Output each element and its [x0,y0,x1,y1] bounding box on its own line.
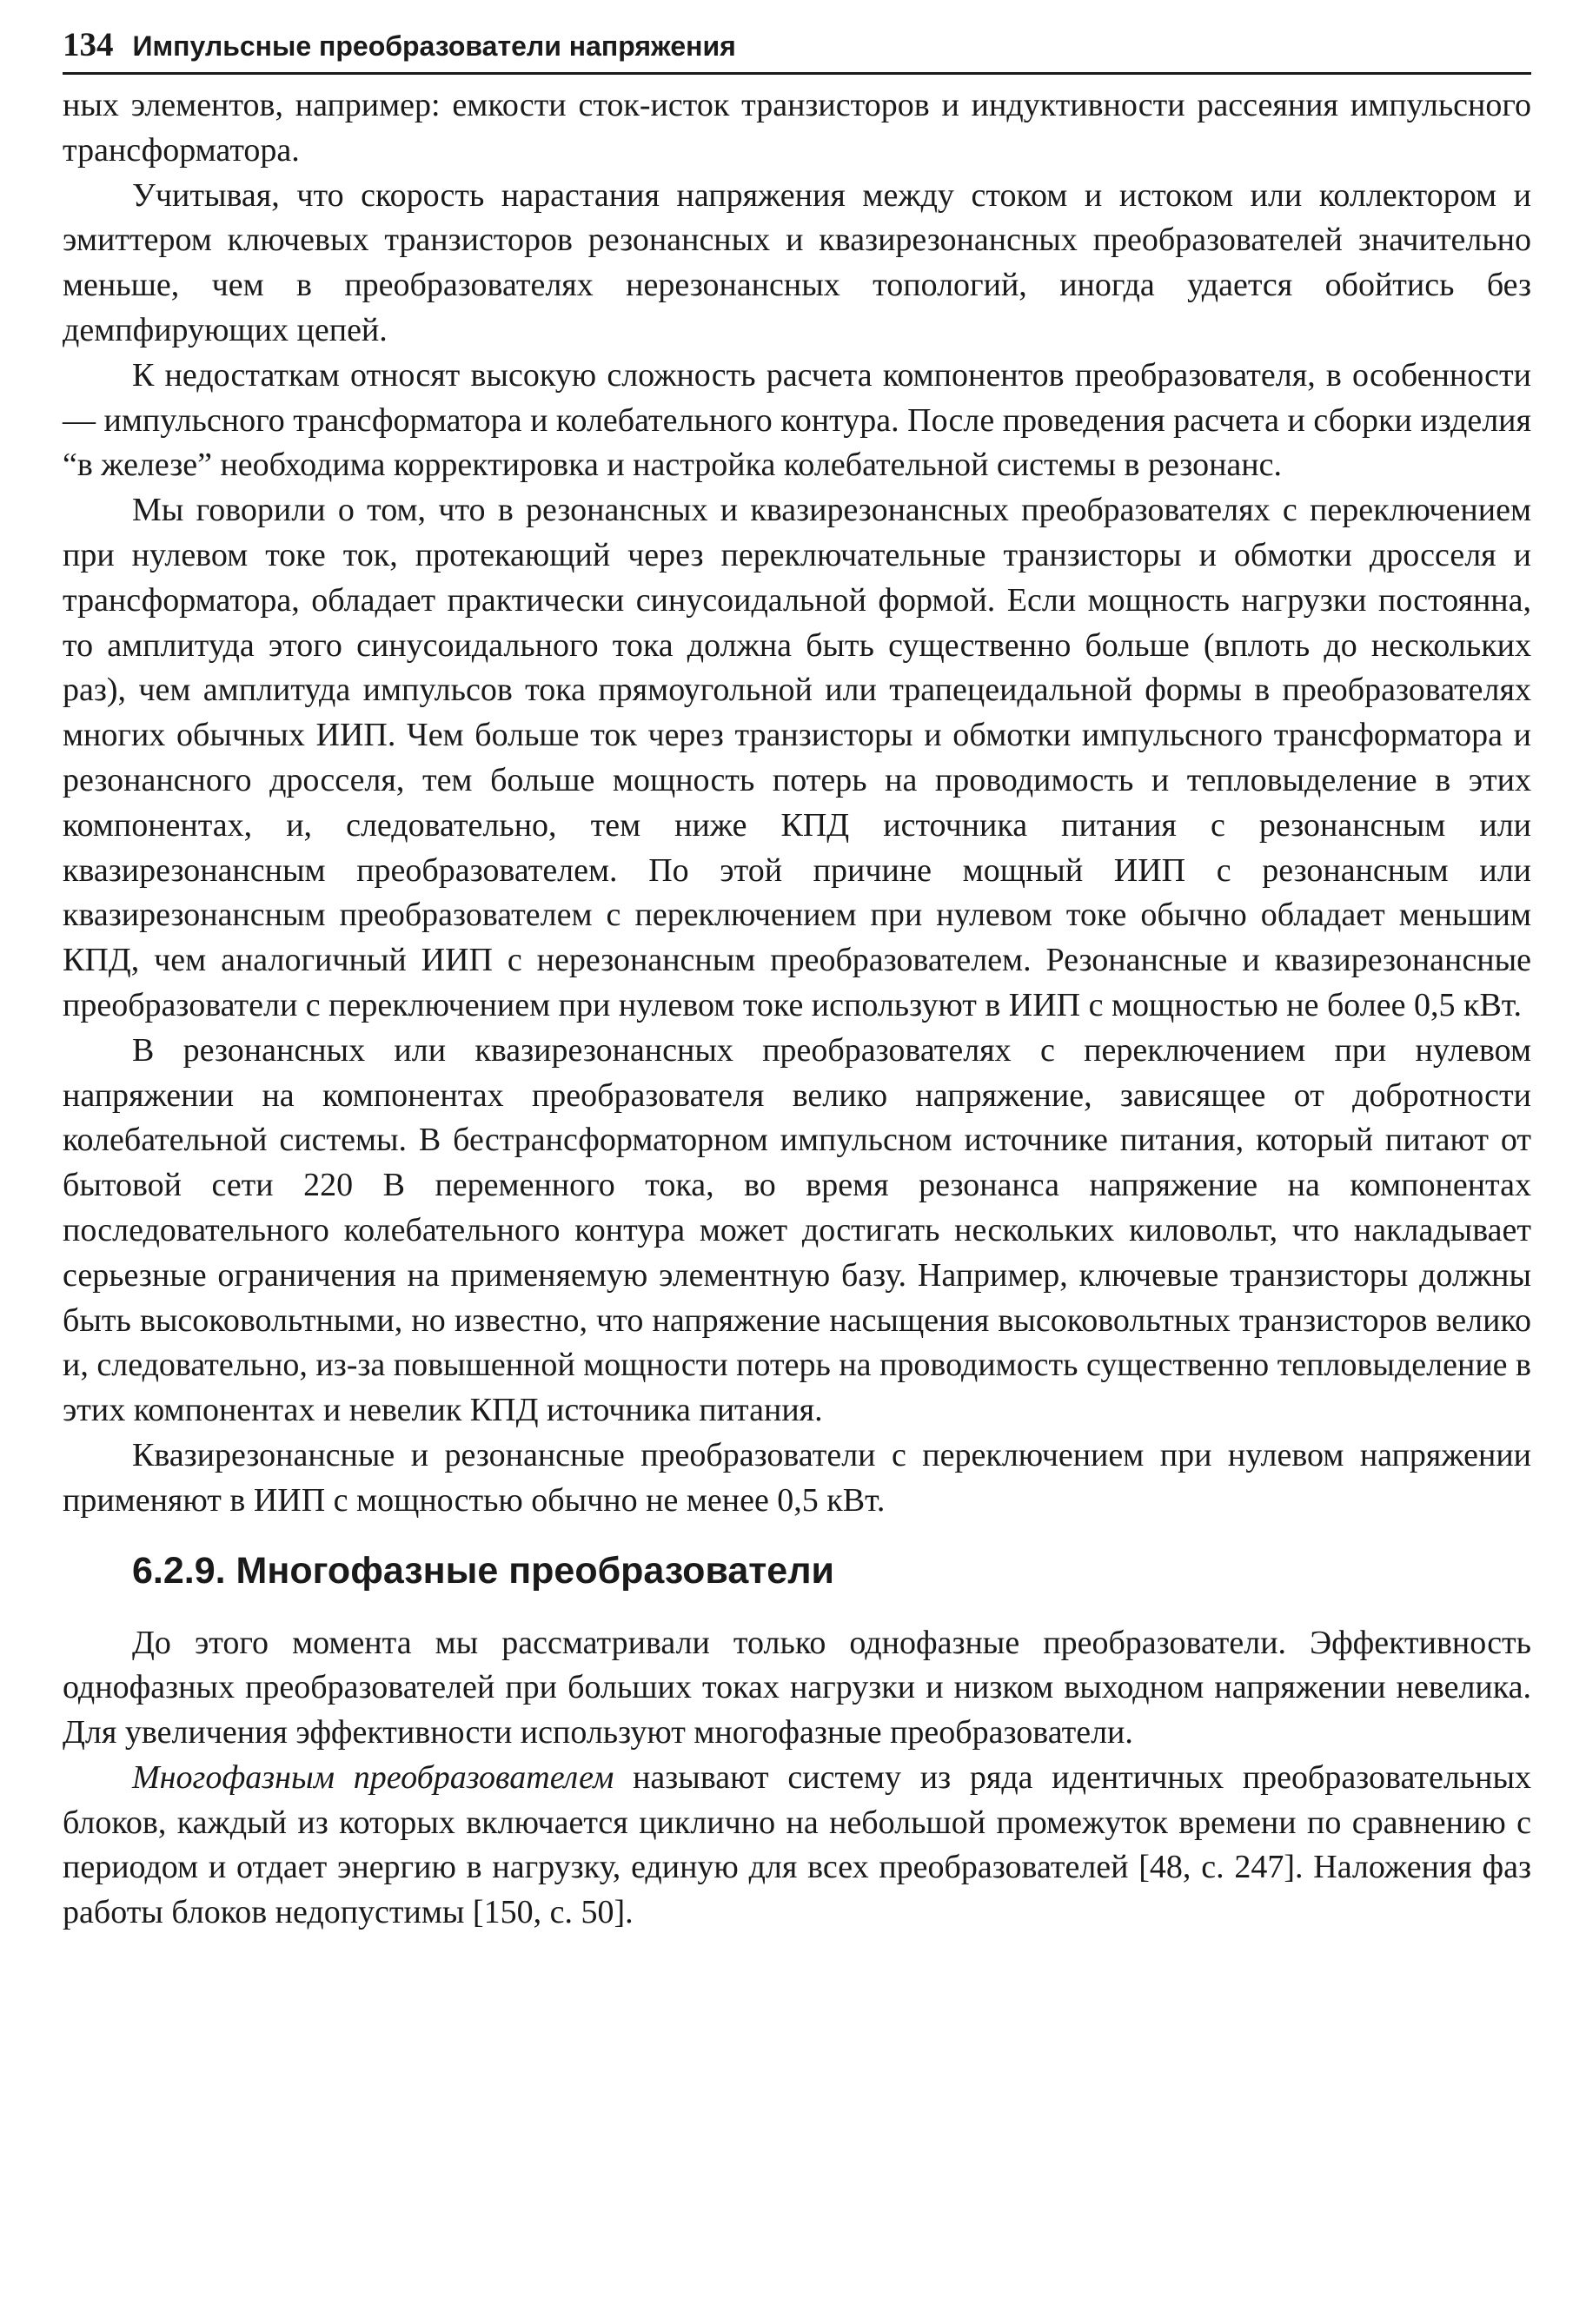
paragraph: Квазирезонансные и резонансные преобразователи с переключением при нулевом напряжении применяют в ИИП с мощностью обычно не менее 0,5 кВт. [63,1436,1531,1519]
book-page [63,26,1531,1936]
paragraph: В резонансных или квазирезонансных преобразователях с переключением при нулевом напряжении на компонентах преобразователя велико напряжение, зависящее от добротности колебательной системы. В бестрансформаторном импульсном источнике питания, который питают от бытовой сети 220 В переменного тока, во время резонанса напряжение на компонентах последовательного колебательного контура может достигать нескольких киловольт, что накладывает серьезные ограничения на применяемую элементную базу. Например, ключевые транзисторы должны быть высоковольтными, но известно, что напряжение насыщения высоковольтных транзисторов велико и, следовательно, из-за повышенной мощности потерь на проводимость существенно тепловыделение в этих компонентах и невелик КПД источника питания. [63,1031,1531,1429]
section-paragraph-definition [63,1756,1531,1936]
section-paragraph: До этого момента мы рассматривали только однофазные преобразователи. Эффективность однофазных преобразователей при больших токах нагрузки и низком выходном напряжении невелика. Для увеличения эффективности используют многофазные преобразователи. [63,1624,1531,1751]
page-number: 134 [63,26,114,63]
paragraph: Учитывая, что скорость нарастания напряжения между стоком и истоком или коллектором и эмиттером ключевых транзисторов резонансных и квазирезонансных преобразователей значительно меньше, чем в преобразователях нерезонансных топологий, иногда удается обойтись без демпфирующих цепей. [63,176,1531,348]
section-heading: 6.2.9. Многофазные преобразователи [132,1549,834,1592]
paragraph: Мы говорили о том, что в резонансных и квазирезонансных преобразователях с переключением при нулевом токе ток, протекающий через переключательные транзисторы и обмотки дросселя и трансформатора, обладает практически синусоидальной формой. Если мощность нагрузки постоянна, то амплитуда этого синусоидального тока должна быть существенно больше (вплоть до нескольких раз), чем амплитуда импульсов тока прямоугольной или трапецеидальной формы в преобразователях многих обычных ИИП. Чем больше ток через транзисторы и обмотки импульсного трансформатора и резонансного дросселя, тем больше мощность потерь на проводимость и тепловыделение в этих компонентах, и, следовательно, тем ниже КПД источника питания с резонансным или квазирезонансным преобразователем. По этой причине мощный ИИП с резонансным или квазирезонансным преобразователем с переключением при нулевом токе обычно обладает меньшим КПД, чем аналогичный ИИП с нерезонансным преобразователем. Резонансные и квазирезонансные преобразователи с переключением при нулевом токе используют в ИИП с мощностью не более 0,5 кВт. [63,492,1531,1023]
running-header [63,26,1531,75]
defined-term: Многофазным преобразователем [132,1758,614,1796]
paragraph-continuation: ных элементов, например: емкости сток-исток транзисторов и индуктивности рассеяния импульсного трансформатора. [63,87,1531,169]
definition-text: называют систему из ряда идентичных преобразовательных блоков, каждый из которых включается циклично на небольшой промежуток времени по сравнению с периодом и отдает энергию в нагрузку, единую для всех преобразователей [48, с. 247]. Наложения фаз работы блоков недопустимы [150, с. 50]. [63,1758,1531,1931]
body-text [63,83,1531,1936]
paragraph: К недостаткам относят высокую сложность расчета компонентов преобразователя, в особенности — импульсного трансформатора и колебательного контура. После проведения расчета и сборки изделия “в железе” необходима корректировка и настройка колебательной системы в резонанс. [63,356,1531,484]
running-title: Импульсные преобразователи напряжения [132,30,736,62]
